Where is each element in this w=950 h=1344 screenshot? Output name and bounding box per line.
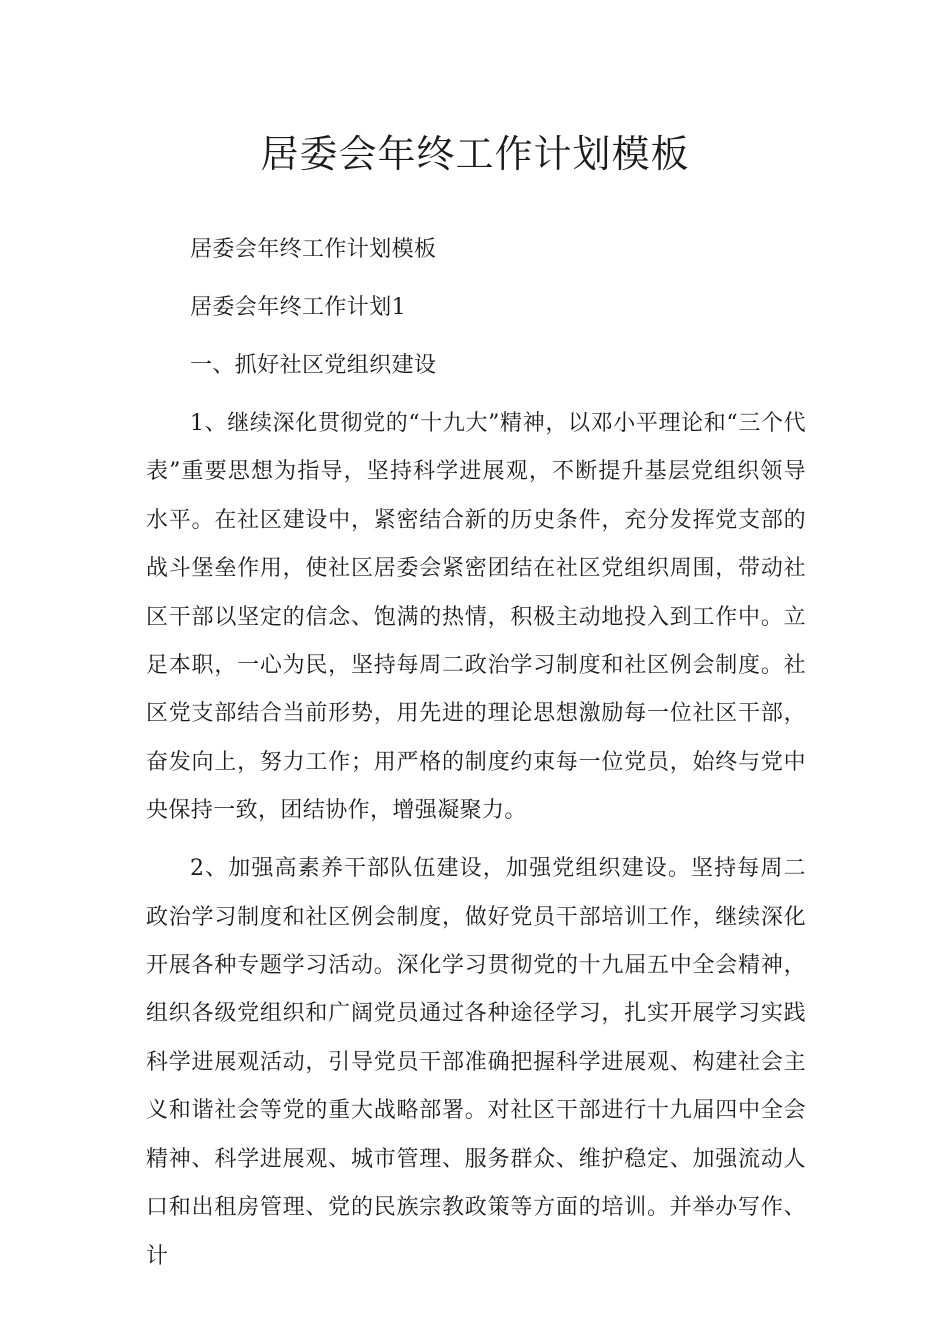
paragraph-item-2: 2、加强高素养干部队伍建设，加强党组织建设。坚持每周二政治学习制度和社区例会制度，做好党员干部培训工作，继续深化开展各种专题学习活动。深化学习贯彻党的十九届五中全会精神，组织各级党组织和广阔党员通过各种途径学习，扎实开展学习实践科学进展观活动，引导党员干部准确把握科学进展观、构建社会主义和谐社会等党的重大战略部署。对社区干部进行十九届四中全会精神、科学进展观、城市管理、服务群众、维护稳定、加强流动人口和出租房管理、党的民族宗教政策等方面的培训。并举办写作、计 bbox=[146, 856, 806, 1269]
document-title: 居委会年终工作计划模板 bbox=[260, 132, 690, 176]
paragraph-plan-heading: 居委会年终工作计划1 bbox=[190, 295, 406, 320]
paragraph-subtitle: 居委会年终工作计划模板 bbox=[190, 237, 437, 262]
document-body bbox=[146, 226, 806, 1281]
paragraph-section-heading: 一、抓好社区党组织建设 bbox=[190, 353, 437, 378]
paragraph-item-1: 1、继续深化贯彻党的“十九大”精神，以邓小平理论和“三个代表”重要思想为指导，坚持科学进展观，不断提升基层党组织领导水平。在社区建设中，紧密结合新的历史条件，充分发挥党支部的战斗堡垒作用，使社区居委会紧密团结在社区党组织周围，带动社区干部以坚定的信念、饱满的热情，积极主动地投入到工作中。立足本职，一心为民，坚持每周二政治学习制度和社区例会制度。社区党支部结合当前形势，用先进的理论思想激励每一位社区干部，奋发向上，努力工作；用严格的制度约束每一位党员，始终与党中央保持一致，团结协作，增强凝聚力。 bbox=[146, 411, 806, 824]
